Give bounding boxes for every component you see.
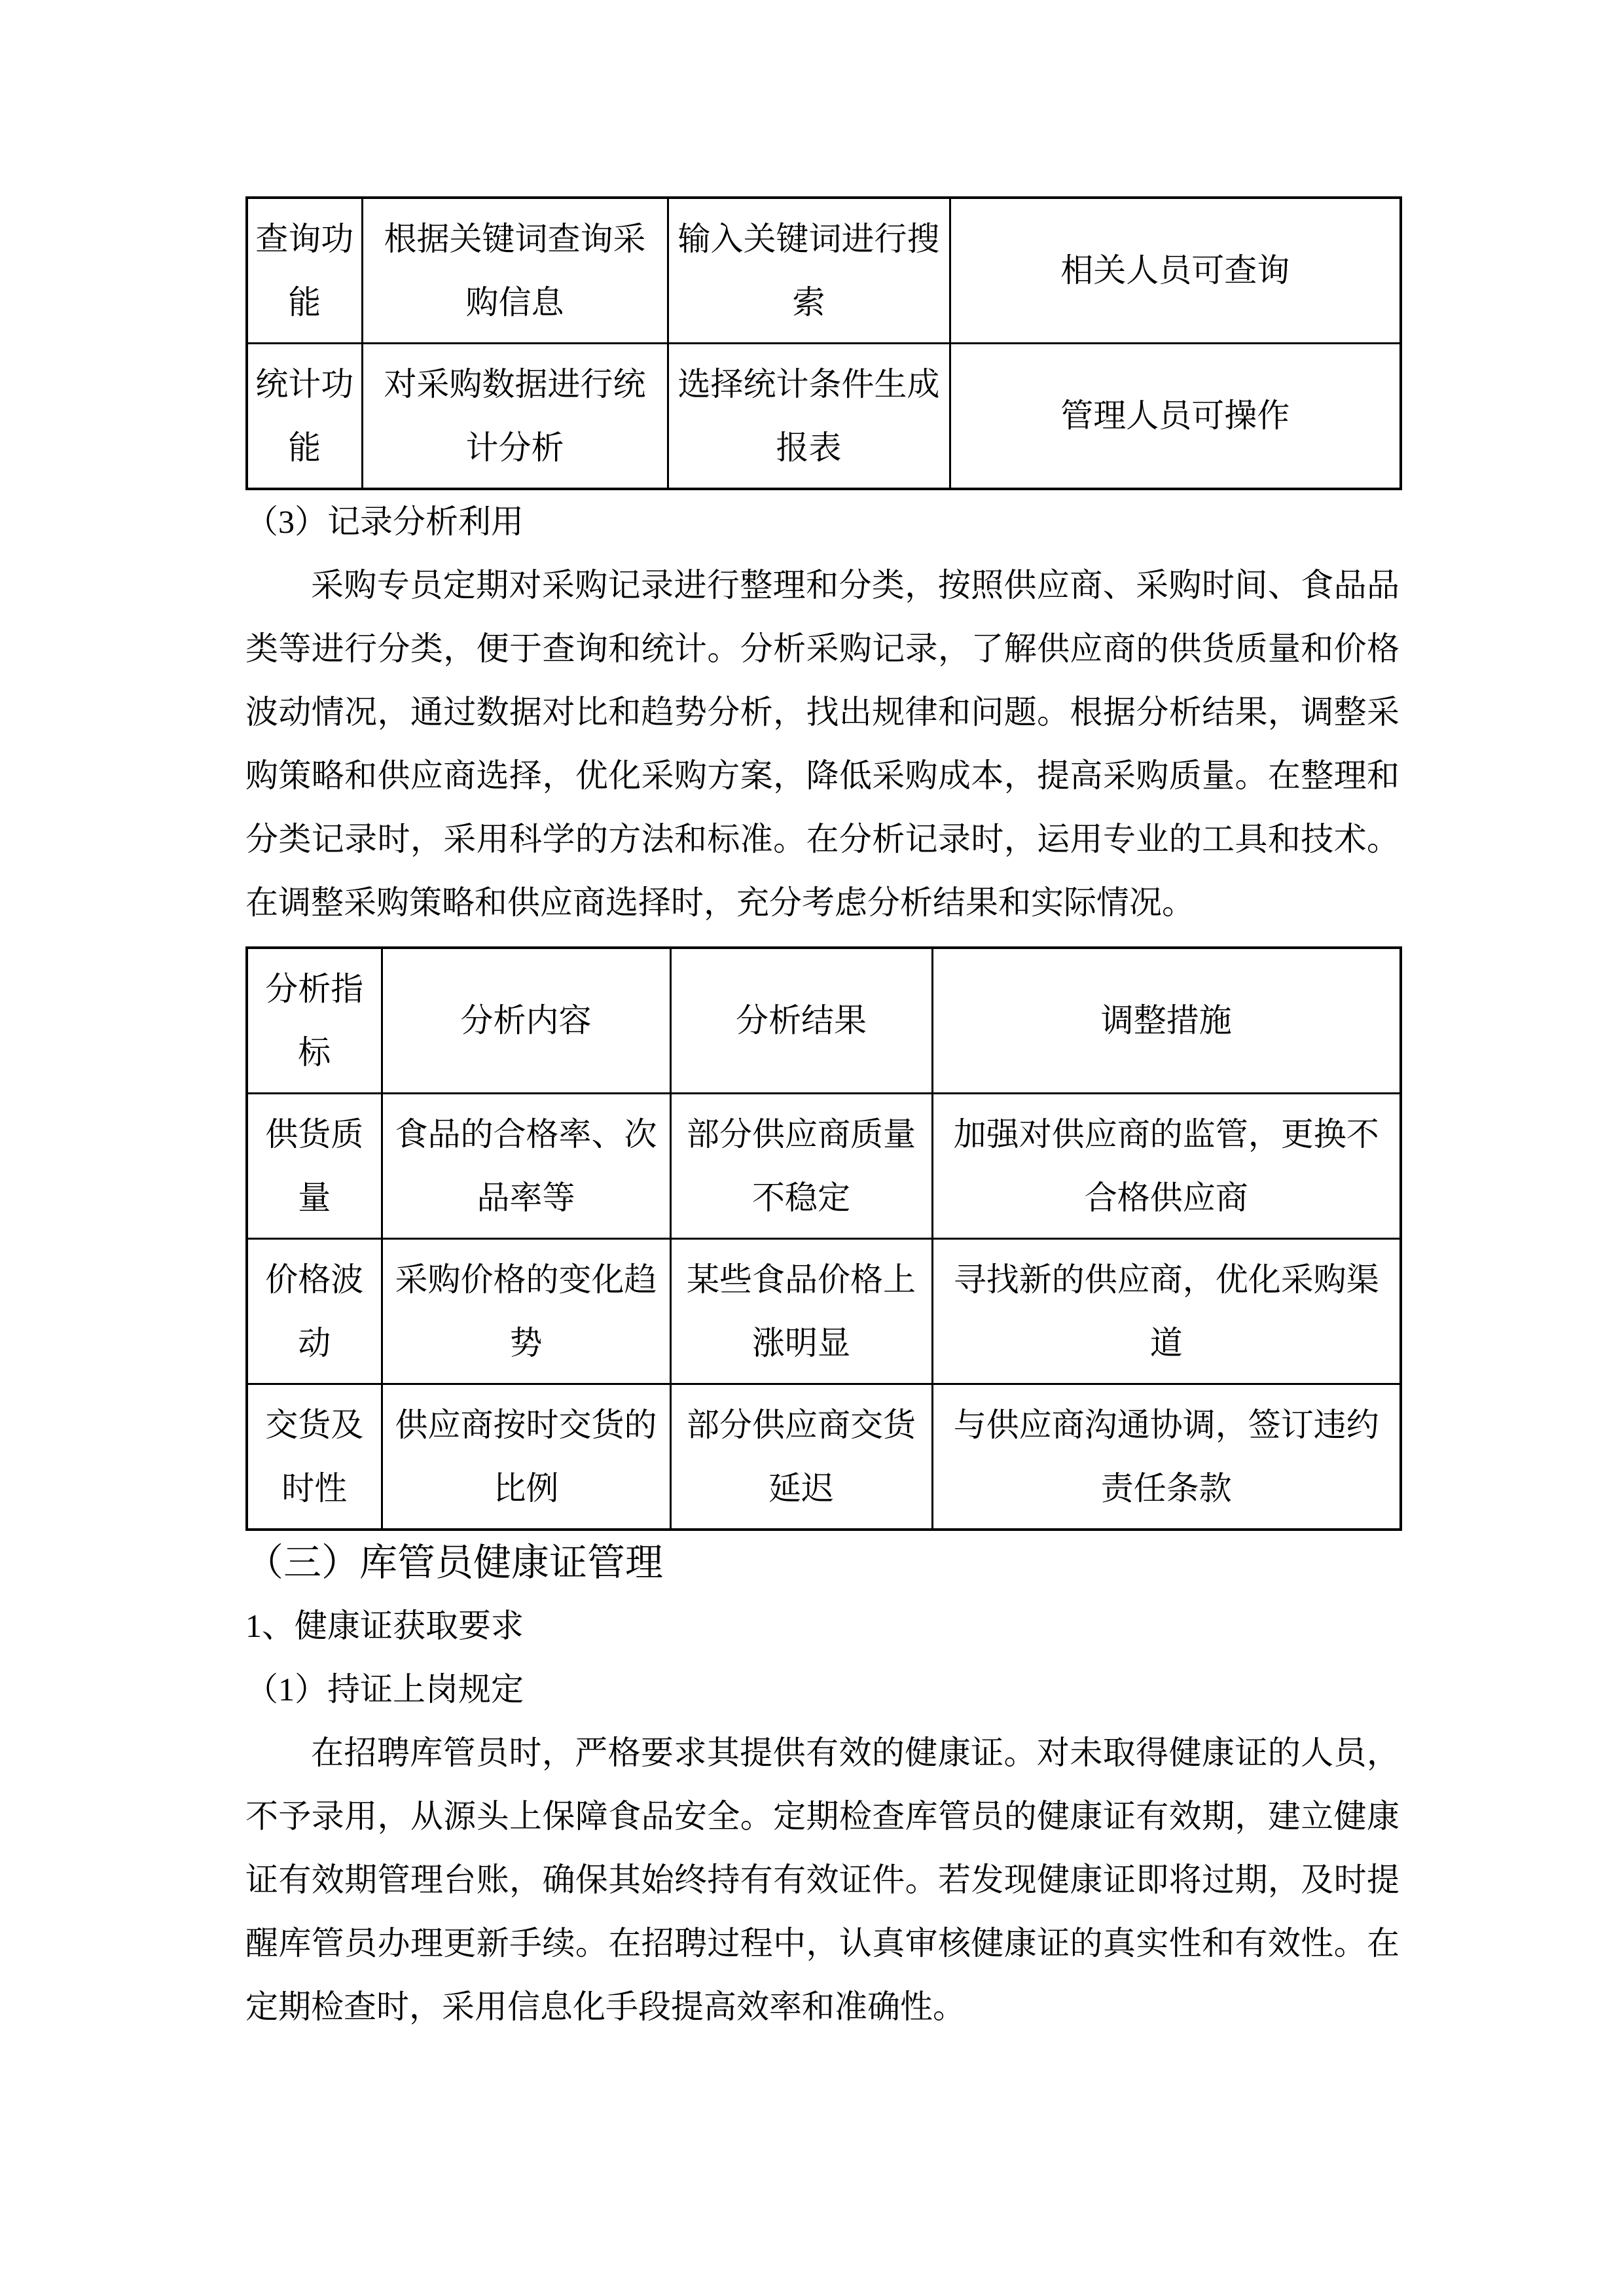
table-cell: 管理人员可操作 [950,344,1401,490]
record-analysis-paragraph: 采购专员定期对采购记录进行整理和分类，按照供应商、采购时间、食品品类等进行分类，便于查询和统计。分析采购记录，了解供应商的供货质量和价格波动情况，通过数据对比和趋势分析，找出规律和问题。根据分析结果，调整采购策略和供应商选择，优化采购方案，降低采购成本，提高采购质量。在整理和分类记录时，采用科学的方法和标准。在分析记录时，运用专业的工具和技术。在调整采购策略和供应商选择时，充分考虑分析结果和实际情况。 [245,567,1399,921]
table-row [247,1239,1401,1384]
table-cell: 部分供应商交货延迟 [670,1384,932,1530]
health-cert-paragraph: 在招聘库管员时，严格要求其提供有效的健康证。对未取得健康证的人员，不予录用，从源头上保障食品安全。定期检查库管员的健康证有效期，建立健康证有效期管理台账，确保其始终持有有效证件。若发现健康证即将过期，及时提醒库管员办理更新手续。在招聘过程中，认真审核健康证的真实性和有效性。在定期检查时，采用信息化手段提高效率和准确性。 [245,1734,1399,2025]
function-table [245,196,1402,490]
table-header-cell: 调整措施 [932,948,1401,1094]
table-cell: 价格波动 [247,1239,382,1384]
table-cell: 寻找新的供应商，优化采购渠道 [932,1239,1401,1384]
table-header-row [247,948,1401,1094]
table-cell: 统计功能 [247,344,362,490]
table-cell: 交货及时性 [247,1384,382,1530]
table-row [247,344,1401,490]
table-cell: 输入关键词进行搜索 [668,198,950,344]
table-cell: 某些食品价格上涨明显 [670,1239,932,1384]
table-cell: 根据关键词查询采购信息 [362,198,668,344]
table-cell: 与供应商沟通协调，签订违约责任条款 [932,1384,1401,1530]
table-cell: 查询功能 [247,198,362,344]
table-cell: 供货质量 [247,1094,382,1239]
table-cell: 食品的合格率、次品率等 [382,1094,670,1239]
table-header-cell: 分析内容 [382,948,670,1094]
health-cert-subheading-2: （1）持证上岗规定 [245,1671,524,1708]
health-cert-section-heading: （三）库管员健康证管理 [245,1541,664,1584]
analysis-table [245,946,1402,1531]
table-cell: 部分供应商质量不稳定 [670,1094,932,1239]
health-cert-subheading-1: 1、健康证获取要求 [245,1607,524,1644]
table-header-cell: 分析指标 [247,948,382,1094]
record-analysis-heading: （3）记录分析利用 [245,503,524,540]
table-cell: 相关人员可查询 [950,198,1401,344]
table-header-cell: 分析结果 [670,948,932,1094]
table-row [247,1094,1401,1239]
table-cell: 加强对供应商的监管，更换不合格供应商 [932,1094,1401,1239]
table-cell: 供应商按时交货的比例 [382,1384,670,1530]
table-row [247,1384,1401,1530]
table-cell: 选择统计条件生成报表 [668,344,950,490]
table-cell: 对采购数据进行统计分析 [362,344,668,490]
table-row [247,198,1401,344]
table-cell: 采购价格的变化趋势 [382,1239,670,1384]
